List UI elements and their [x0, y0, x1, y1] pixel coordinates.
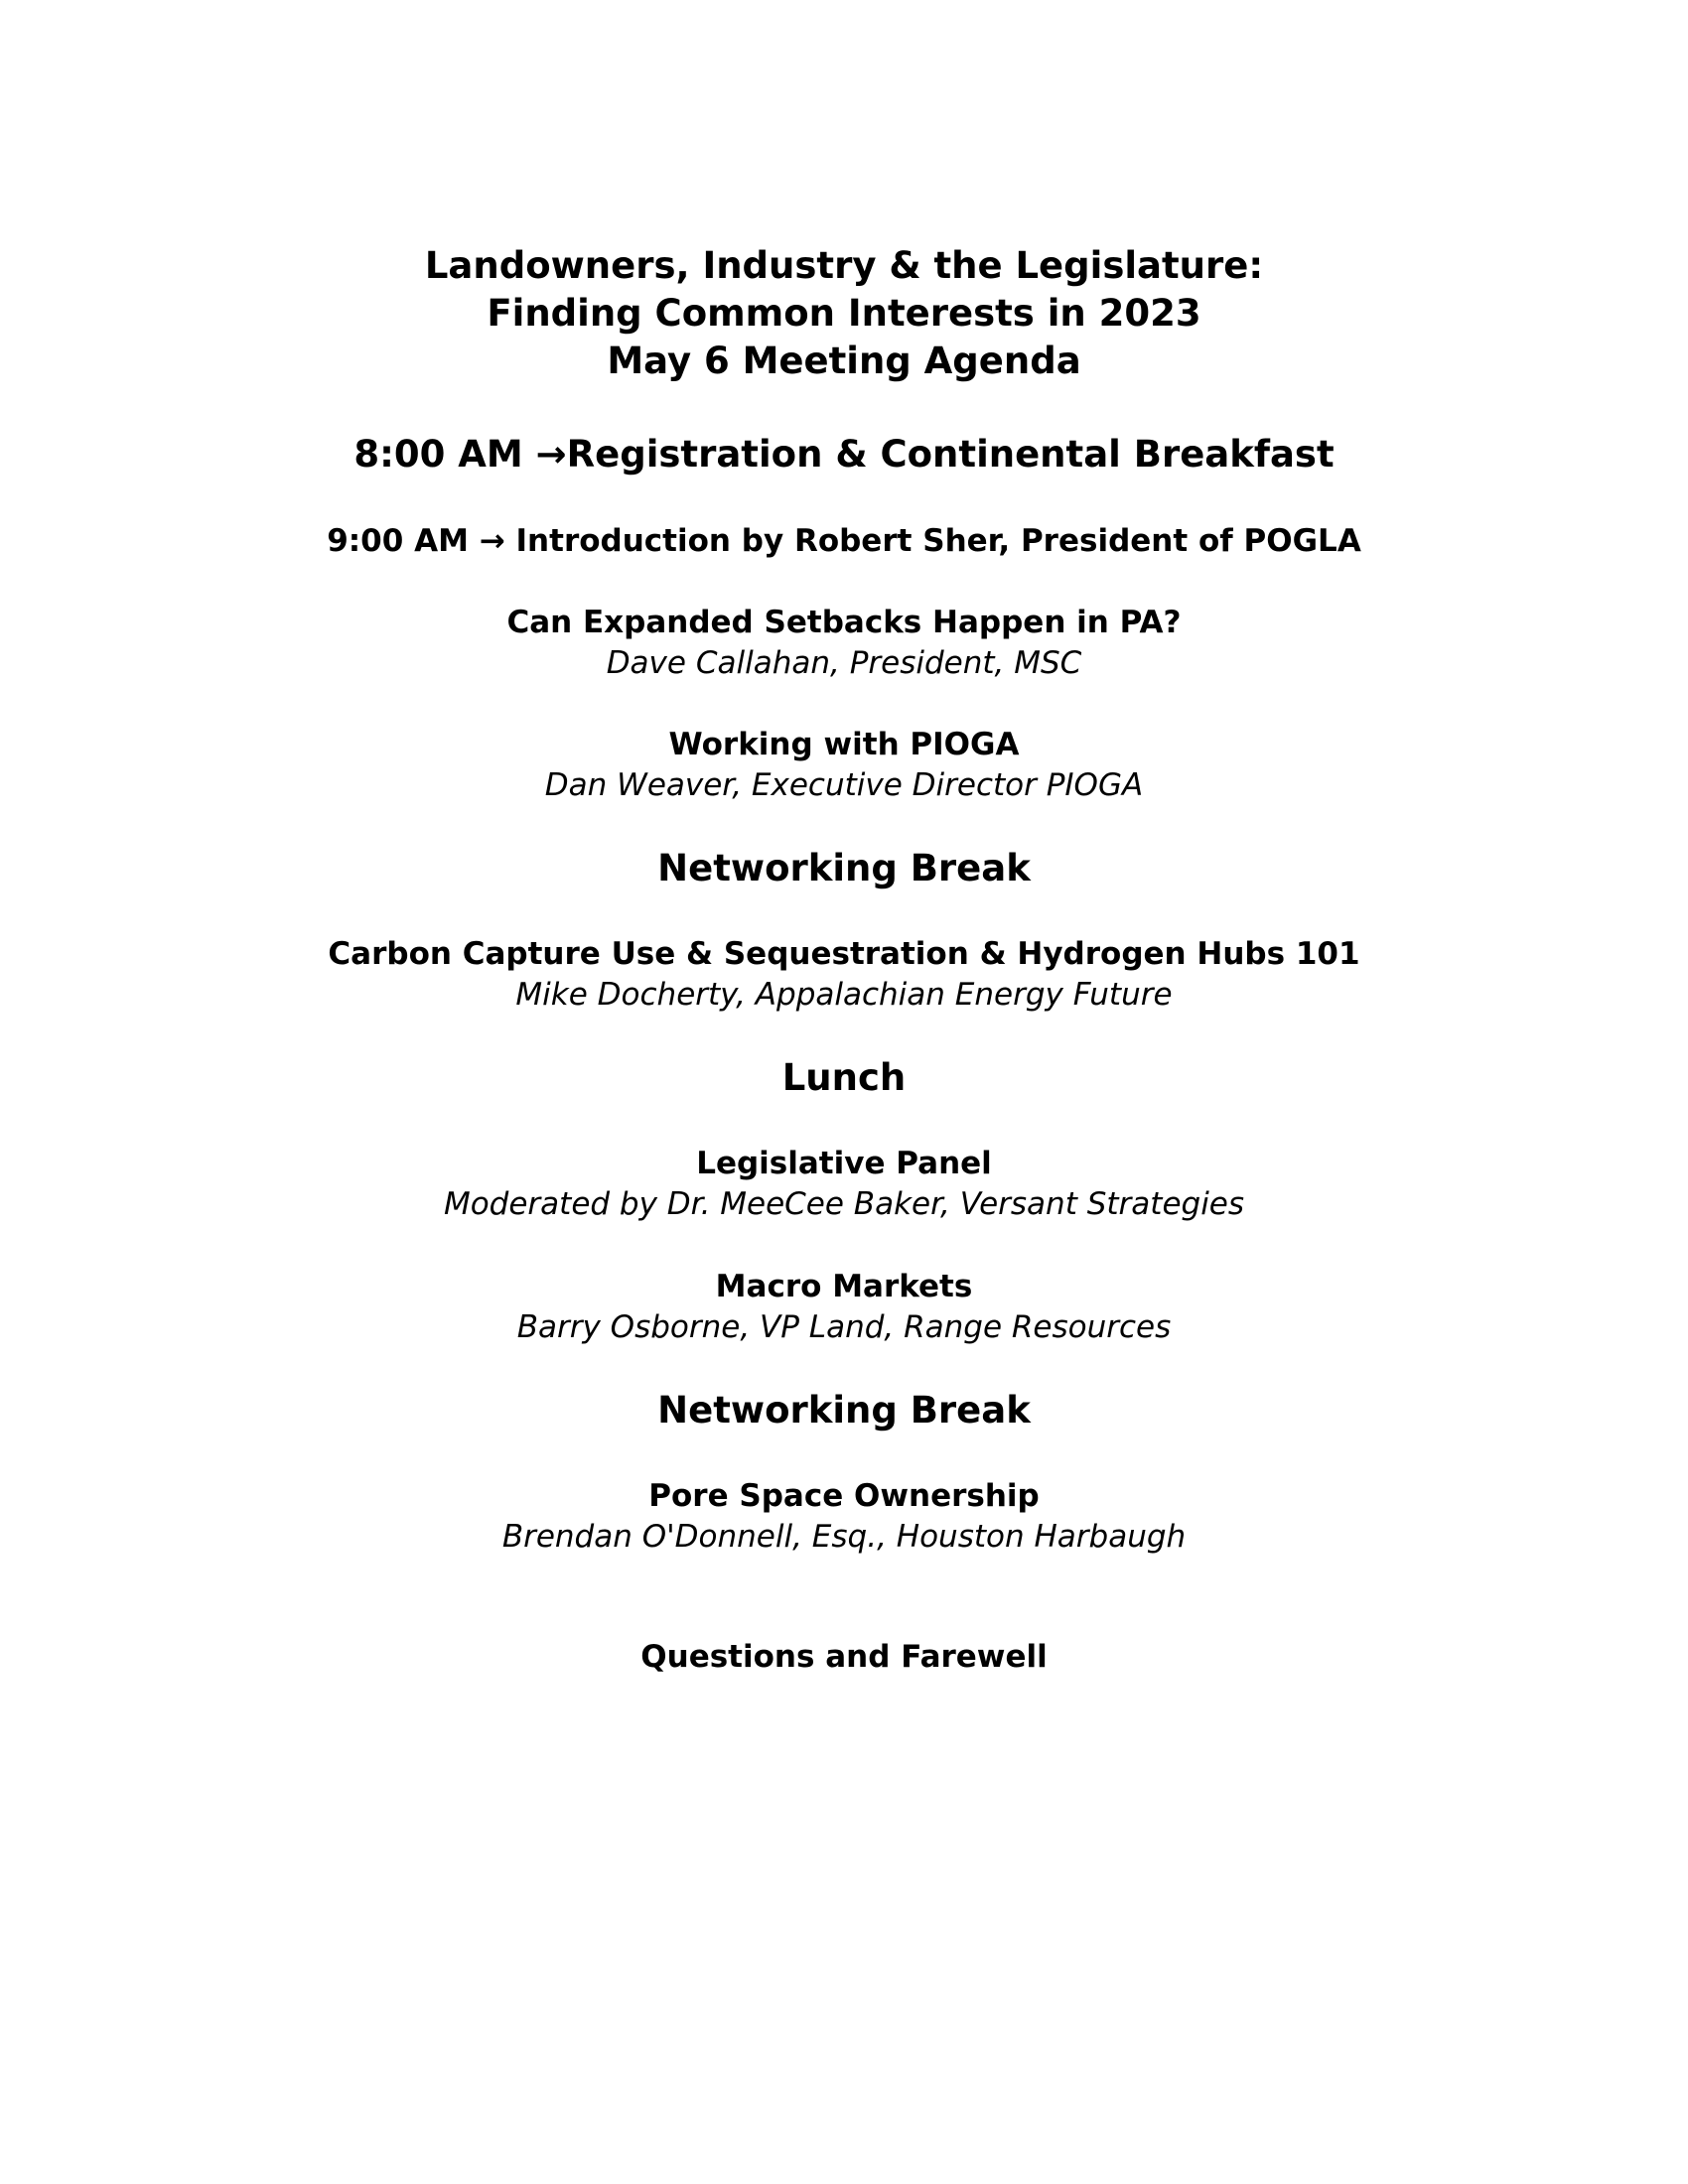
registration-time: 8:00 AM — [353, 433, 523, 476]
agenda-title-line-1: Landowners, Industry & the Legislature: — [424, 244, 1264, 287]
session-title-carbon-capture: Carbon Capture Use & Sequestration & Hydrogen Hubs 101 — [328, 936, 1360, 972]
session-speaker-pioga: Dan Weaver, Executive Director PIOGA — [544, 767, 1144, 803]
agenda-title-line-3: May 6 Meeting Agenda — [607, 340, 1081, 382]
introduction-label: Introduction by Robert Sher, President of POGLA — [515, 523, 1361, 559]
session-speaker-pore-space: Brendan O'Donnell, Esq., Houston Harbaugh — [501, 1519, 1187, 1555]
networking-break-2: Networking Break — [657, 1389, 1031, 1432]
session-title-legislative-panel: Legislative Panel — [696, 1146, 992, 1181]
session-speaker-setbacks: Dave Callahan, President, MSC — [606, 645, 1082, 681]
lunch-break: Lunch — [781, 1056, 907, 1099]
arrow-right-icon: → — [535, 433, 567, 476]
session-speaker-macro-markets: Barry Osborne, VP Land, Range Resources — [516, 1309, 1172, 1345]
session-title-macro-markets: Macro Markets — [715, 1269, 973, 1304]
session-title-setbacks: Can Expanded Setbacks Happen in PA? — [506, 605, 1182, 640]
session-title-pioga: Working with PIOGA — [668, 727, 1020, 762]
arrow-right-icon: → — [479, 523, 505, 559]
session-title-pore-space: Pore Space Ownership — [648, 1478, 1040, 1514]
networking-break-1: Networking Break — [657, 847, 1031, 889]
session-speaker-carbon-capture: Mike Docherty, Appalachian Energy Future — [515, 977, 1173, 1013]
closing-questions-farewell: Questions and Farewell — [640, 1639, 1048, 1675]
registration-label: Registration & Continental Breakfast — [566, 433, 1335, 476]
session-speaker-legislative-panel: Moderated by Dr. MeeCee Baker, Versant Strategies — [443, 1186, 1245, 1222]
introduction-time: 9:00 AM — [327, 523, 469, 559]
agenda-title-line-2: Finding Common Interests in 2023 — [487, 292, 1201, 335]
introduction-heading — [0, 524, 1688, 558]
registration-heading — [0, 435, 1688, 476]
